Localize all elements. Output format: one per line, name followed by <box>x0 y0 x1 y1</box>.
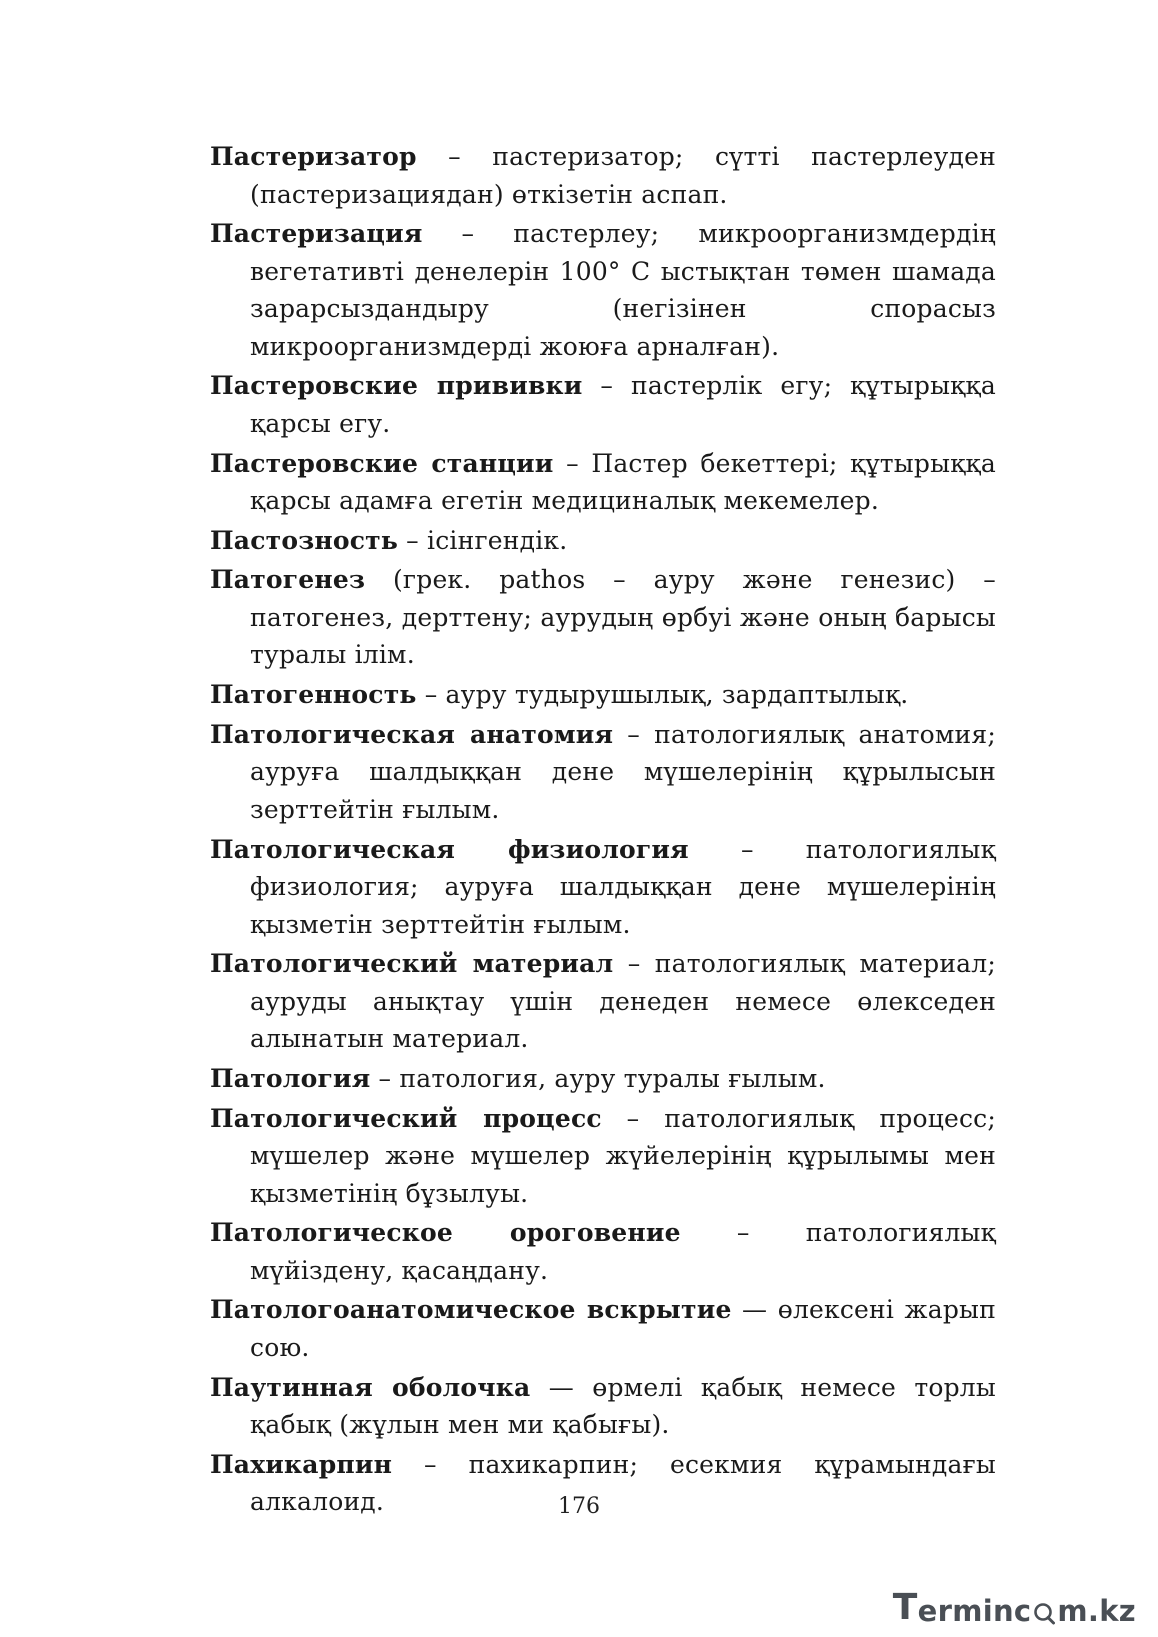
dictionary-entry <box>210 1100 996 1213</box>
entry-term: Патологическое ороговение <box>210 1218 681 1248</box>
entry-term: Пастозность <box>210 525 399 555</box>
entry-definition: – Пастер бекеттері; құтырыққа қарсы адамға егетін медициналық мекемелер. <box>250 448 996 516</box>
entry-definition: – патологиялық анатомия; ауруға шалдыққан дене мүшелерінің құрылысын зерттейтін ғылым. <box>250 719 996 824</box>
dictionary-entry <box>210 676 996 714</box>
dictionary-entry <box>210 445 996 520</box>
magnifier-icon <box>1033 1600 1055 1626</box>
entry-definition: — өрмелі қабық немесе торлы қабық (жұлын мен ми қабығы). <box>250 1372 996 1440</box>
entry-definition: — өлексені жарып сою. <box>250 1295 997 1362</box>
watermark-text-middle: erminc <box>917 1594 1032 1628</box>
dictionary-entry <box>210 945 996 1058</box>
entry-term: Патологическая анатомия <box>210 719 614 749</box>
watermark-logo <box>893 1588 1136 1626</box>
dictionary-entry <box>210 1060 996 1098</box>
entry-term: Патологический процесс <box>210 1103 602 1133</box>
dictionary-entry <box>210 1369 996 1444</box>
dictionary-entry <box>210 138 996 213</box>
watermark-first-letter: T <box>892 1587 918 1628</box>
entry-definition: – ауру тудырушылық, зардаптылық. <box>416 680 909 710</box>
entry-definition: – пастеризатор; сүтті пастерлеуден (пастеризациядан) өткізетін аспап. <box>250 142 996 209</box>
dictionary-entry <box>210 831 996 944</box>
dictionary-entries <box>210 138 996 1523</box>
entry-term: Паутинная оболочка <box>210 1372 531 1402</box>
entry-term: Пастеризация <box>210 219 423 249</box>
page-number: 176 <box>558 1494 600 1519</box>
entry-term: Пахикарпин <box>210 1449 393 1479</box>
entry-definition: – патология, ауру туралы ғылым. <box>370 1063 826 1093</box>
entry-definition: – патологиялық мүйіздену, қасаңдану. <box>250 1218 996 1285</box>
entry-definition: – патологиялық процесс; мүшелер және мүшелер жүйелерінің құрылымы мен қызметінің бұзылуы. <box>250 1103 996 1208</box>
watermark-text-end: m.kz <box>1057 1594 1136 1628</box>
entry-term: Патология <box>210 1063 371 1093</box>
dictionary-entry <box>210 1291 996 1366</box>
entry-term: Патогенез <box>210 565 366 595</box>
dictionary-entry <box>210 1214 996 1289</box>
entry-term: Пастеризатор <box>210 142 417 171</box>
entry-term: Патологоанатомическое вскрытие <box>210 1295 732 1325</box>
dictionary-entry <box>210 215 996 365</box>
entry-term: Пастеровские станции <box>210 448 554 478</box>
dictionary-entry <box>210 522 996 560</box>
entry-definition: – патологиялық материал; ауруды анықтау үшін денеден немесе өлекседен алынатын материал. <box>250 949 996 1054</box>
entry-definition: – пастерлеу; микроорганизмдердің вегетативті денелерін 100° С ыстықтан төмен шамада зарарсыздандыру (негізінен спорасыз микроорганизмдерді жоюға арналған). <box>250 219 996 361</box>
entry-term: Пастеровские прививки <box>210 371 583 401</box>
entry-definition: – патологиялық физиология; ауруға шалдыққан дене мүшелерінің қызметін зерттейтін ғылым. <box>250 834 996 939</box>
dictionary-entry <box>210 561 996 674</box>
entry-definition: – пахикарпин; есекмия құрамындағы алкалоид. <box>250 1449 996 1517</box>
entry-definition: (грек. pathos – ауру және генезис) – патогенез, дерттену; аурудың өрбуі және оның барысы туралы ілім. <box>250 565 996 670</box>
entry-definition: – ісінгендік. <box>398 525 568 555</box>
entry-definition: – пастерлік егу; құтырыққа қарсы егу. <box>250 371 996 438</box>
entry-term: Патогенность <box>210 680 417 710</box>
entry-term: Патологический материал <box>210 949 614 979</box>
dictionary-entry <box>210 716 996 829</box>
entry-term: Патологическая физиология <box>210 834 689 864</box>
dictionary-entry <box>210 367 996 442</box>
